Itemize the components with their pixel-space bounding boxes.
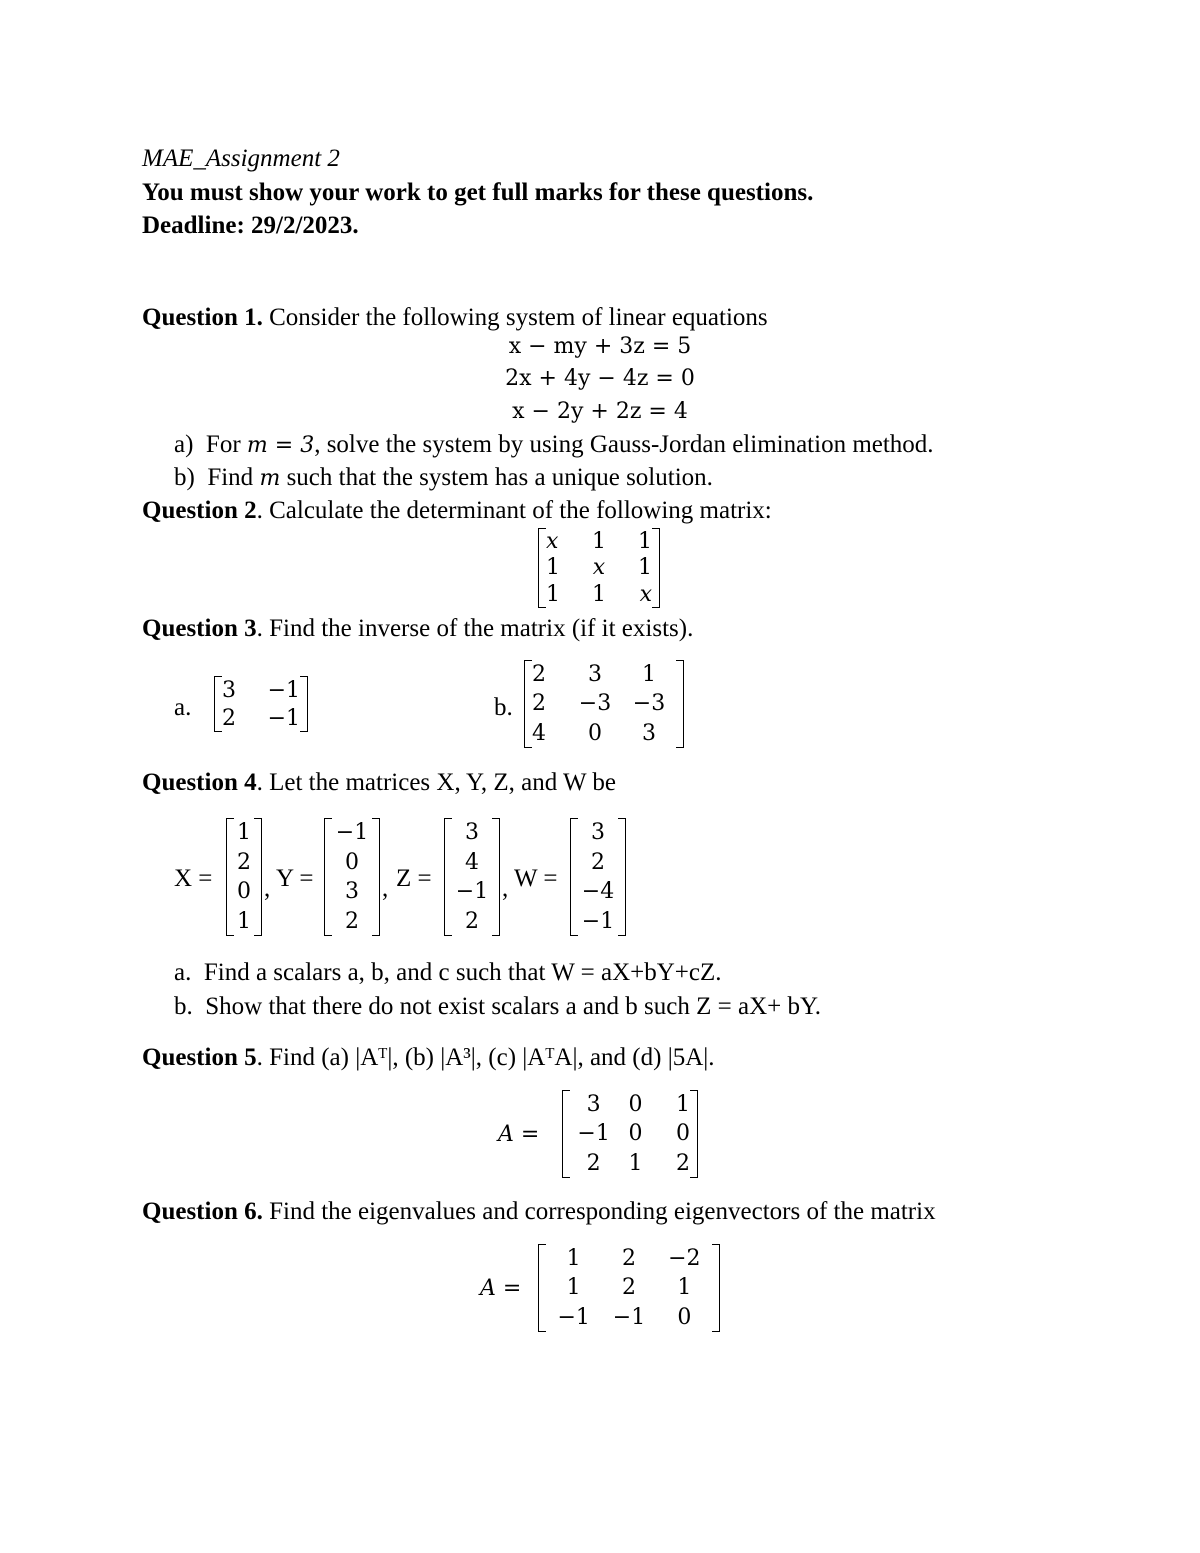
q5-cell: 0 xyxy=(628,1092,643,1118)
question-3b-matrix xyxy=(524,660,684,748)
q3a-cell: 3 xyxy=(222,677,236,703)
q3a-cell: −1 xyxy=(267,677,300,703)
question-1b-marker: b) xyxy=(174,464,195,491)
question-3-label: Question 3 xyxy=(142,615,257,642)
w-cell: −4 xyxy=(581,879,615,905)
y-cell: 3 xyxy=(345,879,359,905)
q5-cell: 0 xyxy=(675,1121,690,1147)
q6-cell: 2 xyxy=(621,1275,636,1301)
q6-cell: −1 xyxy=(612,1304,646,1330)
q2-cell: x xyxy=(546,528,559,554)
q5-cell: 2 xyxy=(675,1150,690,1176)
q6-cell: 1 xyxy=(677,1275,692,1301)
instruction-text: You must show your work to get full marks for these questions. xyxy=(142,179,814,206)
q6-cell: 1 xyxy=(566,1275,581,1301)
question-5 xyxy=(142,1045,715,1070)
question-6-label: Question 6. xyxy=(142,1198,263,1225)
deadline-text: Deadline: 29/2/2023. xyxy=(142,212,359,239)
question-2-label: Question 2 xyxy=(142,497,257,524)
question-4b xyxy=(174,994,821,1019)
question-4 xyxy=(142,770,616,795)
equation-2: 2x + 4y − 4z = 0 xyxy=(505,366,695,391)
question-6-text: Find the eigenvalues and corresponding eigenvectors of the matrix xyxy=(269,1198,936,1225)
w-label: W = xyxy=(514,865,558,892)
q3b-cell: 4 xyxy=(532,720,546,746)
q2-cell: x xyxy=(592,555,606,581)
question-4b-marker: b. xyxy=(174,993,193,1020)
q2-cell: 1 xyxy=(637,555,652,581)
equation-3: x − 2y + 2z = 4 xyxy=(512,399,688,424)
q3b-cell: 2 xyxy=(532,691,546,717)
question-6 xyxy=(142,1199,936,1224)
assignment-title: MAE_Assignment 2 xyxy=(142,145,340,172)
question-5-text: . Find (a) |Aᵀ|, (b) |A³|, (c) |AᵀA|, and (d) |5A|. xyxy=(256,1044,715,1071)
w-vector xyxy=(570,818,626,936)
x-label: X = xyxy=(174,865,213,892)
question-1a-text-post: , solve the system by using Gauss-Jordan elimination method. xyxy=(314,431,934,458)
q2-cell: 1 xyxy=(591,582,606,608)
w-cell: 2 xyxy=(591,849,605,875)
q5-cell: 1 xyxy=(628,1150,643,1176)
question-1b xyxy=(174,465,713,490)
question-5-matrix xyxy=(562,1090,698,1178)
z-cell: 4 xyxy=(465,849,479,875)
q6-cell: 2 xyxy=(621,1246,636,1272)
x-cell: 1 xyxy=(237,908,251,934)
q3b-cell: 3 xyxy=(642,720,656,746)
question-1a xyxy=(174,432,934,457)
q3a-cell: 2 xyxy=(222,705,236,731)
y-cell: −1 xyxy=(335,820,369,846)
question-1-text: Consider the following system of linear equations xyxy=(269,304,768,331)
q2-cell: 1 xyxy=(637,528,652,554)
question-1a-text-pre: For xyxy=(205,431,241,458)
question-3-text: . Find the inverse of the matrix (if it exists). xyxy=(256,615,694,642)
y-cell: 2 xyxy=(345,908,359,934)
q6-cell: −2 xyxy=(668,1246,701,1272)
z-cell: 3 xyxy=(465,820,479,846)
question-1b-math: m xyxy=(259,466,281,491)
equation-1: x − my + 3z = 5 xyxy=(508,334,692,359)
question-4a xyxy=(174,960,722,985)
question-1-label: Question 1. xyxy=(142,304,263,331)
question-4a-text: Find a scalars a, b, and c such that W = aX+bY+cZ. xyxy=(203,959,722,986)
x-cell: 1 xyxy=(237,820,251,846)
q6-cell: 1 xyxy=(566,1246,581,1272)
q3b-cell: 0 xyxy=(588,720,602,746)
q5-cell: 0 xyxy=(628,1121,643,1147)
question-6-matrix xyxy=(538,1244,720,1332)
y-cell: 0 xyxy=(345,849,359,875)
q5-cell: 1 xyxy=(675,1092,690,1118)
question-2-text: . Calculate the determinant of the following matrix: xyxy=(256,497,772,524)
y-label: Y = xyxy=(276,865,314,892)
x-cell: 0 xyxy=(237,879,251,905)
comma: , xyxy=(502,875,509,902)
question-2-matrix xyxy=(538,528,660,608)
q2-cell: 1 xyxy=(546,555,560,581)
question-4-text: . Let the matrices X, Y, Z, and W be xyxy=(256,769,617,796)
w-cell: 3 xyxy=(591,820,605,846)
x-vector xyxy=(226,818,262,936)
z-cell: 2 xyxy=(465,908,479,934)
question-4a-marker: a. xyxy=(174,959,192,986)
question-1a-marker: a) xyxy=(174,431,194,458)
z-cell: −1 xyxy=(455,879,489,905)
q3b-cell: 1 xyxy=(642,662,656,688)
z-label: Z = xyxy=(396,865,432,892)
question-1b-text-post: such that the system has a unique solution. xyxy=(286,464,713,491)
q6-cell: −1 xyxy=(557,1304,590,1330)
question-5-lhs: A = xyxy=(498,1122,540,1147)
question-3b-marker: b. xyxy=(494,694,513,721)
q3b-cell: −3 xyxy=(632,691,666,717)
question-1b-text-pre: Find xyxy=(207,464,254,491)
question-4b-text: Show that there do not exist scalars a and b such Z = aX+ bY. xyxy=(205,993,822,1020)
q3a-cell: −1 xyxy=(267,705,300,731)
question-3 xyxy=(142,616,693,641)
w-cell: −1 xyxy=(581,908,615,934)
question-4-label: Question 4 xyxy=(142,769,257,796)
q5-cell: −1 xyxy=(577,1121,610,1147)
q3b-cell: −3 xyxy=(578,691,612,717)
q5-cell: 3 xyxy=(586,1092,601,1118)
z-vector xyxy=(444,818,500,936)
question-1a-math: m = 3 xyxy=(246,433,315,458)
q2-cell: 1 xyxy=(591,528,606,554)
q6-cell: 0 xyxy=(677,1304,692,1330)
question-6-lhs: A = xyxy=(480,1276,522,1301)
comma: , xyxy=(264,875,271,902)
y-vector xyxy=(324,818,380,936)
question-3a-matrix xyxy=(214,676,308,732)
q3b-cell: 3 xyxy=(588,662,602,688)
comma: , xyxy=(382,875,389,902)
x-cell: 2 xyxy=(237,849,251,875)
q2-cell: 1 xyxy=(546,582,560,608)
q3b-cell: 2 xyxy=(532,662,546,688)
q2-cell: x xyxy=(639,582,652,608)
question-2 xyxy=(142,498,772,523)
question-1 xyxy=(142,305,768,330)
q5-cell: 2 xyxy=(586,1150,601,1176)
question-3a-marker: a. xyxy=(174,694,192,721)
question-5-label: Question 5 xyxy=(142,1044,257,1071)
